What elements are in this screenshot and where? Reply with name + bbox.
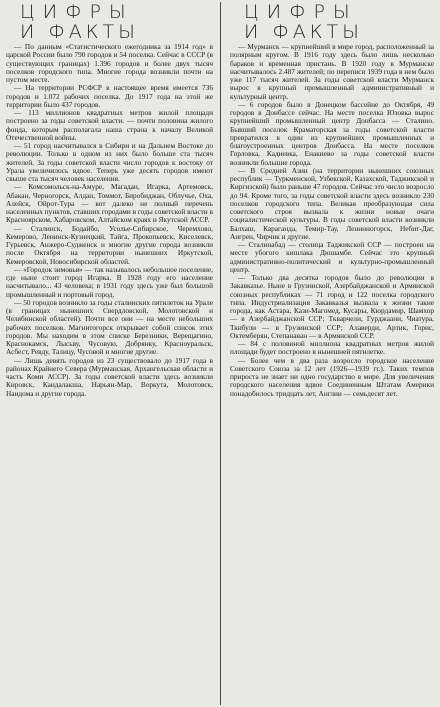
fact-text: — 51 город насчитывался в Сибири и на Дальнем Востоке до революции. Только в одном из них было больше ста тысяч жителей. За годы советской власти число городов к востоку от Урала увеличилось вдвое. Теперь уже десять городов имеют свыше ста тысяч человек населения.	[6, 141, 213, 183]
fact-entry	[230, 167, 434, 241]
left-column	[0, 0, 219, 707]
fact-entry	[6, 109, 213, 142]
fact-text: — 6 городов было в Донецком бассейне до Октября, 49 городов в Донбассе сейчас. На месте поселка Юзовка вырос крупнейший промышленный центр Донбасса — Сталино. Бывший поселок Краматорская за годы советской власти превратился в один из крупнейших промышленных и благоустроенных центров Донбасса. На месте поселков Горловка, Кадиевка, Енакиево за годы советской власти возникли большие города.	[230, 99, 434, 167]
fact-entry	[230, 101, 434, 167]
fact-entry	[6, 225, 213, 266]
fact-entry	[6, 183, 213, 224]
fact-entry	[230, 340, 434, 357]
fact-entry	[6, 357, 213, 398]
fact-text: — 84 с половиной миллиона квадратных метров жилой площади будет построено в нынешней пятилетке.	[230, 339, 434, 357]
fact-entry	[6, 84, 213, 109]
fact-text: — Сталинск, Бодайбо, Усолье-Сибирское, Черемхово, Кемерово, Ленинск-Кузнецкий, Тайга, Прокопьевск, Киселевск, Гурьевск, Анжеро-Судженск и многие другие города возникли после Октября на территории нынешних Иркутской, Кемеровской, Новосибирской областей.	[6, 223, 213, 266]
fact-text: — Комсомольск-на-Амуре, Магадан, Игарка, Артемовск, Абакан, Черногорск, Алдан, Томмот, Биробиджан, Облучье, Оха, Алейск, Ойрот-Тура — вот далеко не полный перечень населенных пунктов, ставших городами в годы советской власти в Красноярском, Хабаровском, Алтайском краях и Якутской АССР.	[6, 182, 213, 225]
fact-text: — В Средней Азии (на территории нынешних союзных республик — Туркменской, Узбекской, Казахской, Таджикской и Киргизской) было раньше 47 городов. Сейчас это число возросло до 94. Кроме того, за годы советской власти здесь возникло 230 поселков городского типа. Великая преобразующая сила советского строя вызвала к жизни новые очаги социалистической культуры. В годы советской власти возникли Балхаш, Караганда, Темир-Тау, Ленинногорск, Небит-Даг, Ангрен, Чирчик и другие.	[230, 165, 434, 241]
fact-entry	[6, 43, 213, 84]
fact-text: — 50 городов возникло за годы сталинских пятилеток на Урале (в границах нынешних Свердловской, Молотовской и Челябинской областей). Почти все они — на месте небольших рабочих поселков. Магнитогорск открывает собой список этих городов. Мы находим в этом списке Березники, Верещагино, Краснокамск, Лысьву, Чусовую, Добрянку, Красноуральск, Асбест, Ревду, Талицу, Чусовой и многие другие.	[6, 297, 213, 357]
fact-entry	[230, 43, 434, 101]
column-divider	[220, 2, 221, 705]
left-column-heading	[20, 2, 213, 42]
right-heading-line2: И ФАКТЫ	[244, 21, 363, 43]
fact-text: — 113 миллионов квадратных метров жилой площади построено за годы советской власти. — почти половина жилого фонда, которым располагала наша страна к началу Великой Отечественной войны.	[6, 108, 213, 142]
fact-text: — Лишь девять городов из 23 существовало до 1917 года в районах Крайнего Севера (Мурманская, Архангельская области и часть Коми АССР). За годы советской власти здесь возникли Кировск, Кандалакша, Нарьян-Мар, Воркута, Молотовск, Наидома и другие города.	[6, 355, 213, 398]
left-heading-line1: ЦИФРЫ	[20, 1, 134, 23]
fact-text: — Мурманск — крупнейший в мире город, расположенный за полярным кругом. В 1916 году здесь было лишь несколько бараков и временная пристань. В 1920 году в Мурманске насчитывалось 2.487 жителей; по переписи 1939 года в нем было уже 117 тысяч жителей. За годы советской власти Мурманск вырос в крупный промышленный административный и культурный центр.	[230, 42, 434, 101]
right-column	[224, 0, 440, 707]
fact-entry	[230, 357, 434, 398]
fact-entry	[6, 299, 213, 357]
fact-text: — Только два десятка городов было до революции в Закавказье. Ныне в Грузинской, Азербайджанской и Армянской союзных республиках — 71 город и 122 поселка городского типа. Индустриализация Закавказья вызвала к жизни такие города, как Астара, Кази-Магомед, Кусары, Кюрдамир, Шамхор — в Азербайджанской ССР; Ткварчели, Гурджаани, Чиатура, Ткибули — в Грузинской ССР; Алаверди, Артик, Горис, Октемберян, Степанаван — в Армянской ССР.	[230, 273, 434, 340]
fact-text: — По данным «Статистического ежегодника за 1914 год» в царской России было 790 городов и 54 поселка. Сейчас в СССР (в существующих границах) 1.396 городов и более двух тысяч поселков городского типа. Многие города возникли почти на пустом месте.	[6, 42, 213, 84]
fact-text: — «Городок зимовья» — так называлось небольшое поселение, где ныне стоит город Игарка. В 1928 году его население насчитывало... 43 человека; в 1931 году здесь уже был большой промышленный и портовый город.	[6, 264, 213, 299]
fact-text: — Сталинабад — столица Таджикской ССР — построен на месте убогого кишлака Дюшамбе. Сейчас это крупный административно-политический и культурно-промышленный центр.	[230, 240, 434, 274]
fact-text: — На территории РСФСР в настоящее время имеется 736 городов и 1.072 рабочих поселка. До 1917 года на этой же территории было 437 городов.	[6, 83, 213, 109]
fact-entry	[230, 274, 434, 340]
fact-entry	[6, 266, 213, 299]
right-heading-line1: ЦИФРЫ	[244, 1, 358, 23]
fact-entry	[230, 241, 434, 274]
fact-text: — Более чем в два раза возросло городское население Советского Союза за 12 лет (1926—1939 гг.). Таких темпов прироста не знает ни одно государство в мире. Для увеличения городского населения вдвое Соединенным Штатам Америки понадобилось тридцать лет, Англии — семьдесят лет.	[230, 355, 434, 398]
fact-entry	[6, 142, 213, 183]
left-heading-line2: И ФАКТЫ	[20, 21, 139, 43]
right-column-heading	[244, 2, 434, 42]
